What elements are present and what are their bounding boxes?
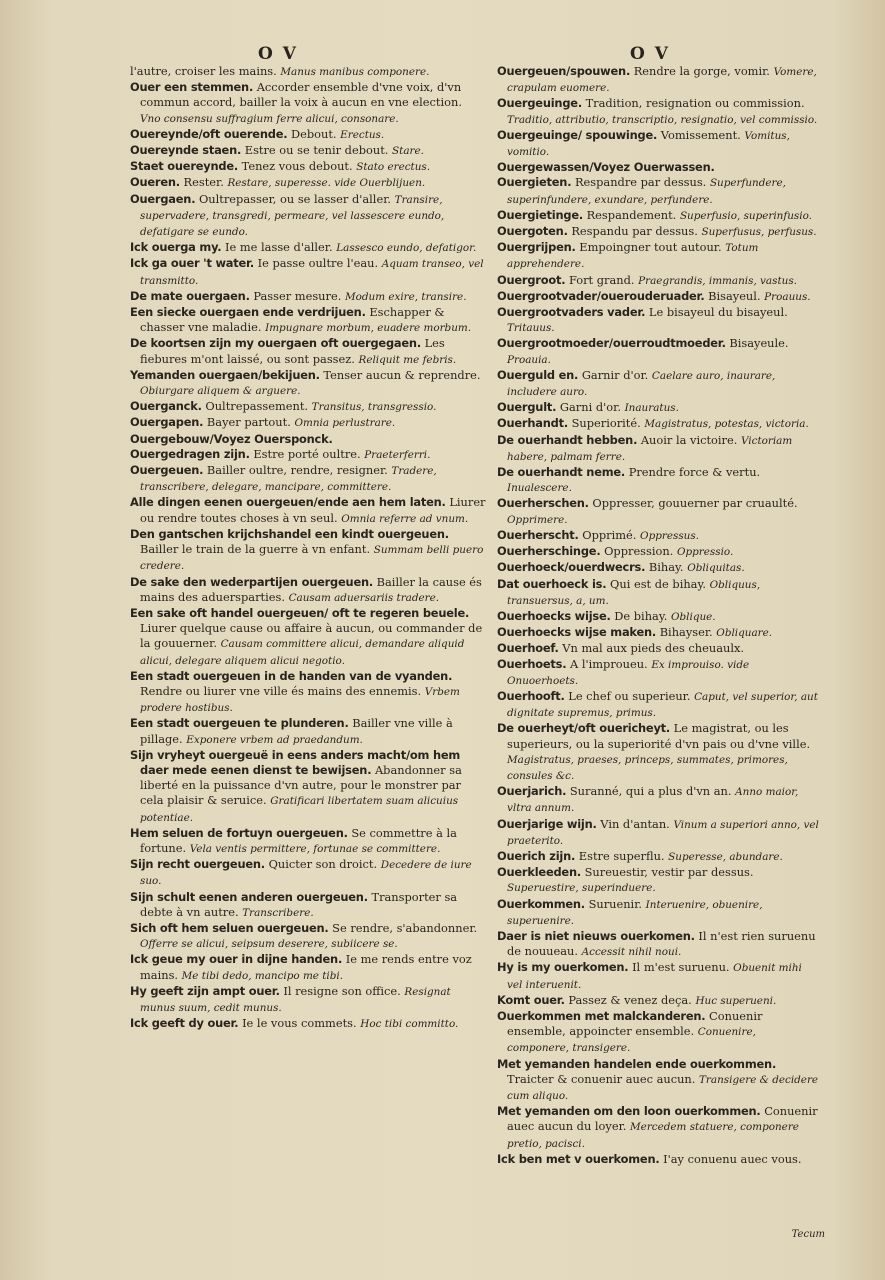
- entry-latin: Vrbem prodere hostibus.: [140, 685, 460, 715]
- entry-headword: Ouerhoef.: [497, 641, 559, 656]
- entry-latin: Transire, supervadere, transgredi, permeare, vel lassescere eundo, defatigare se eundo.: [140, 193, 445, 239]
- dictionary-entry: [130, 921, 486, 952]
- dictionary-entry: [130, 399, 486, 415]
- entry-latin: Proauia.: [507, 353, 551, 366]
- entry-latin: Exponere vrbem ad praedandum.: [186, 733, 363, 746]
- entry-latin: Huc superueni.: [695, 994, 777, 1007]
- left-column: [130, 64, 486, 1220]
- entry-headword: Ick geue my ouer in dijne handen.: [130, 952, 343, 967]
- dictionary-entry: [497, 465, 819, 496]
- dictionary-entry: [130, 175, 486, 191]
- dictionary-entry: [497, 865, 819, 896]
- dictionary-entry: [130, 826, 486, 857]
- entry-french: Passer mesure.: [253, 288, 342, 303]
- dictionary-entry: [130, 336, 486, 367]
- entry-latin: Obliquitas.: [687, 562, 745, 575]
- dictionary-entry: [497, 289, 819, 305]
- entry-headword: De ouerhandt hebben.: [497, 432, 638, 447]
- entry-french: Il resigne son office.: [283, 983, 401, 998]
- dictionary-entry: [130, 606, 486, 669]
- entry-latin: Superuestire, superinduere.: [507, 882, 656, 895]
- dictionary-entry: [497, 336, 819, 367]
- dictionary-entry: [497, 784, 819, 816]
- entry-latin: Lassesco eundo, defatigor.: [336, 242, 477, 255]
- entry-french: Oppresser, gouuerner par cruaulté.: [592, 496, 798, 511]
- dictionary-entry: [130, 368, 486, 399]
- entry-latin: Anno maior, vltra annum.: [507, 786, 799, 815]
- entry-headword: Een sake oft handel ouergeuen/ oft te regeren beuele.: [130, 605, 470, 620]
- entry-latin: Caelare auro, inaurare, includere auro.: [507, 369, 776, 399]
- dictionary-entry: [497, 496, 819, 527]
- entry-latin: Omnia perlustrare.: [294, 417, 396, 430]
- dictionary-entry: [497, 96, 819, 127]
- entry-headword: Staet ouereynde.: [130, 159, 239, 174]
- dictionary-entry: [130, 64, 486, 80]
- entry-latin: Summam belli puero credere.: [140, 544, 484, 573]
- entry-headword: Daer is niet nieuws ouerkomen.: [497, 928, 695, 943]
- entry-french: Bailler vne ville à pillage.: [140, 716, 453, 746]
- entry-headword: Ouerherscht.: [497, 527, 579, 542]
- entry-headword: Ouergeuinge/ spouwinge.: [497, 127, 658, 142]
- entry-latin: Praeterferri.: [364, 448, 431, 461]
- dictionary-entry: [130, 240, 486, 256]
- entry-french: Auoir la victoire.: [640, 432, 738, 447]
- dictionary-entry: [130, 159, 486, 175]
- entry-headword: Ouerich zijn.: [497, 848, 576, 863]
- dictionary-entry: [130, 984, 486, 1016]
- entry-headword: Met yemanden om den loon ouerkommen.: [497, 1104, 761, 1119]
- entry-french: Garnir d'or.: [581, 367, 649, 382]
- dictionary-entry: [497, 128, 819, 160]
- dictionary-entry: [130, 143, 486, 159]
- dictionary-entry: [497, 273, 819, 289]
- dictionary-entry: [130, 447, 486, 463]
- entry-french: Rendre ou liurer vne ville és mains des ennemis.: [140, 683, 422, 698]
- entry-headword: De ouerheyt/oft ouericheyt.: [497, 721, 671, 736]
- entry-latin: Transcribere.: [242, 906, 314, 919]
- entry-latin: Decedere de iure suo.: [140, 859, 472, 888]
- entry-headword: Ouerhandt.: [497, 416, 568, 431]
- dictionary-entry: [497, 160, 819, 175]
- dictionary-entry: [497, 657, 819, 689]
- dictionary-entry: [497, 528, 819, 544]
- entry-headword: Ouerherschen.: [497, 496, 589, 511]
- entry-headword: Ouergrootvader/ouerouderuader.: [497, 288, 705, 303]
- entry-french: Conuenir auec aucun du loyer.: [507, 1104, 818, 1134]
- dictionary-entry: [130, 289, 486, 305]
- entry-french: Empoingner tout autour.: [579, 240, 722, 255]
- dictionary-entry: [497, 577, 819, 609]
- entry-french: Tenser aucun & reprendre.: [323, 367, 481, 382]
- entry-headword: Ouergeuinge.: [497, 96, 582, 111]
- entry-french: Bihayser.: [659, 625, 713, 640]
- entry-latin: Erectus.: [340, 128, 385, 141]
- entry-headword: Ouergebouw/Voyez Ouersponck.: [130, 431, 333, 446]
- entry-french: Respandement.: [586, 207, 677, 222]
- entry-french: Le bisayeul du bisayeul.: [648, 305, 788, 320]
- entry-latin: Tradere, transcribere, delegare, mancipare, committere.: [140, 465, 437, 494]
- entry-latin: Superfundere, superinfundere, exundare, perfundere.: [507, 177, 786, 206]
- entry-french: Opprimé.: [582, 527, 637, 542]
- entry-headword: De koortsen zijn my ouergaen oft ouergegaen.: [130, 336, 421, 351]
- entry-headword: Sijn vryheyt ouergeuë in eens anders macht/om hem daer mede eenen dienst te bewijsen.: [130, 747, 461, 777]
- entry-latin: Ex improuiso. vide Onuoerhoets.: [507, 658, 750, 687]
- dictionary-entry: [497, 721, 819, 784]
- entry-french: A l'improueu.: [569, 656, 648, 671]
- entry-latin: Transigere & decidere cum aliquo.: [507, 1073, 819, 1102]
- entry-headword: Ick ben met v ouerkomen.: [497, 1151, 660, 1166]
- entry-french: Oultrepassement.: [205, 399, 309, 414]
- entry-headword: Sijn schult eenen anderen ouergeuen.: [130, 889, 368, 904]
- entry-headword: Ouer een stemmen.: [130, 80, 254, 95]
- entry-latin: Gratificari libertatem suam alicuius potentiae.: [140, 795, 459, 824]
- entry-headword: Ouergoten.: [497, 224, 568, 239]
- entry-headword: Ouergrootvaders vader.: [497, 305, 646, 320]
- entry-latin: Omnia referre ad vnum.: [341, 512, 469, 525]
- entry-french: Estre porté oultre.: [253, 446, 361, 461]
- entry-french: l'autre, croiser les mains.: [130, 64, 277, 78]
- entry-headword: Ouergietinge.: [497, 207, 583, 222]
- dictionary-entry: [497, 400, 819, 416]
- entry-latin: Interuenire, obuenire, superuenire.: [507, 898, 763, 927]
- entry-headword: Ouergrootmoeder/ouerroudtmoeder.: [497, 336, 726, 351]
- entry-french: Estre ou se tenir debout.: [244, 143, 389, 158]
- dictionary-entry: [130, 748, 486, 826]
- entry-headword: Een siecke ouergaen ende verdrijuen.: [130, 305, 366, 320]
- entry-headword: Ouergapen.: [130, 415, 204, 430]
- dictionary-entry: [130, 495, 486, 526]
- entry-latin: Causam committere alicui, demandare aliquid alicui, delegare aliquem alicui negotio.: [140, 638, 465, 667]
- entry-latin: Superfusio, superinfusio.: [679, 209, 812, 222]
- entry-latin: Vno consensu suffragium ferre alicui, consonare.: [140, 112, 399, 125]
- entry-french: Vn mal aux pieds des cheuaulx.: [562, 641, 745, 656]
- entry-latin: Conuenire, componere, transigere.: [507, 1026, 756, 1055]
- entry-headword: De mate ouergaen.: [130, 288, 250, 303]
- entry-headword: Ouerhoecks wijse.: [497, 608, 611, 623]
- entry-headword: Ouerjarich.: [497, 784, 567, 799]
- entry-french: Bisayeul.: [708, 288, 761, 303]
- entry-latin: Me tibi dedo, mancipo me tibi.: [181, 969, 344, 982]
- dictionary-entry: [130, 127, 486, 143]
- dictionary-entry: [130, 415, 486, 431]
- entry-latin: Traditio, attributio, transcriptio, resignatio, vel commissio.: [507, 113, 818, 126]
- entry-headword: Hem seluen de fortuyn ouergeuen.: [130, 825, 348, 840]
- entry-latin: Mercedem statuere, componere pretio, pacisci.: [507, 1121, 799, 1150]
- dictionary-entry: [130, 890, 486, 921]
- entry-latin: Caput, vel superior, aut dignitate supremus, primus.: [507, 690, 818, 720]
- entry-french: Fort grand.: [568, 272, 635, 287]
- entry-headword: Hy geeft zijn ampt ouer.: [130, 983, 280, 998]
- entry-headword: Ouereynde/oft ouerende.: [130, 126, 288, 141]
- entry-french: Bisayeule.: [729, 336, 789, 351]
- entry-headword: De sake den wederpartijen ouergeuen.: [130, 574, 374, 589]
- dictionary-entry: [130, 305, 486, 336]
- entry-french: Vin d'antan.: [600, 816, 670, 831]
- entry-french: Ie me lasse d'aller.: [225, 240, 333, 255]
- entry-latin: Causam aduersariis tradere.: [288, 591, 440, 604]
- dictionary-entry: [497, 1152, 819, 1167]
- entry-french: Abandonner sa liberté en la puissance d'vn autre, pour le monstrer par cela plaisir & seruice.: [140, 762, 462, 808]
- running-head-right: O V: [630, 44, 670, 64]
- entry-french: Bailler la cause és mains des aduersparties.: [140, 574, 482, 604]
- entry-latin: Reliquit me febris.: [358, 353, 457, 366]
- entry-headword: Den gantschen krijchshandel een kindt ouergeuen.: [130, 526, 449, 541]
- entry-headword: Een stadt ouergeuen te plunderen.: [130, 716, 349, 731]
- dictionary-entry: [497, 897, 819, 929]
- entry-latin: Oppressus.: [640, 529, 699, 542]
- entry-headword: Sich oft hem seluen ouergeuen.: [130, 920, 329, 935]
- dictionary-entry: [497, 849, 819, 865]
- entry-french: Garni d'or.: [559, 400, 621, 415]
- entry-french: Bailler le train de la guerre à vn enfant.: [140, 542, 371, 557]
- dictionary-entry: [497, 929, 819, 960]
- right-column: [497, 64, 819, 1220]
- entry-french: Il m'est suruenu.: [632, 960, 730, 975]
- entry-french: Superiorité.: [571, 416, 641, 431]
- entry-french: Le magistrat, ou les superieurs, ou la superiorité d'vn pais ou d'vne ville.: [507, 721, 811, 751]
- entry-french: Bailler oultre, rendre, resigner.: [206, 463, 388, 478]
- entry-latin: Hoc tibi committo.: [360, 1018, 459, 1031]
- entry-headword: Ouergaen.: [130, 191, 196, 206]
- dictionary-entry: [497, 641, 819, 656]
- dictionary-entry: [130, 952, 486, 983]
- entry-french: Liurer quelque cause ou affaire à aucun, ou commander de la gouuerner.: [140, 621, 483, 651]
- entry-headword: Ouergewassen/Voyez Ouerwassen.: [497, 160, 715, 175]
- entry-headword: Ouerhooft.: [497, 688, 565, 703]
- entry-french: Quicter son droict.: [268, 857, 378, 872]
- entry-headword: Ouergeuen/spouwen.: [497, 64, 631, 78]
- entry-latin: Superfusus, perfusus.: [701, 226, 817, 239]
- entry-french: Le chef ou superieur.: [568, 688, 691, 703]
- entry-latin: Victoriam habere, palmam ferre.: [507, 434, 793, 463]
- entry-headword: Ouergedragen zijn.: [130, 446, 250, 461]
- entry-headword: Ick ga ouer 't water.: [130, 256, 254, 271]
- entry-headword: Met yemanden handelen ende ouerkommen.: [497, 1056, 777, 1071]
- entry-headword: Ouergieten.: [497, 175, 572, 190]
- dictionary-entry: [497, 544, 819, 560]
- entry-headword: Ouergrijpen.: [497, 240, 576, 255]
- entry-french: I'ay conuenu auec vous.: [663, 1151, 802, 1166]
- entry-headword: Hy is my ouerkomen.: [497, 960, 629, 975]
- dictionary-entry: [130, 80, 486, 127]
- dictionary-entry: [497, 1057, 819, 1105]
- entry-latin: Superesse, abundare.: [668, 850, 783, 863]
- dictionary-entry: [130, 575, 486, 606]
- dictionary-entry: [130, 432, 486, 447]
- entry-french: Qui est de bihay.: [610, 576, 707, 591]
- entry-french: Prendre force & vertu.: [628, 465, 761, 480]
- entry-latin: Inualescere.: [507, 482, 572, 495]
- entry-latin: Praegrandis, immanis, vastus.: [638, 274, 797, 287]
- dictionary-entry: [130, 463, 486, 495]
- entry-headword: Oueren.: [130, 175, 180, 190]
- entry-french: Rendre la gorge, vomir.: [633, 64, 770, 78]
- entry-headword: Een stadt ouergeuen in de handen van de vyanden.: [130, 668, 453, 683]
- entry-latin: Tritauus.: [507, 322, 555, 335]
- entry-french: Accorder ensemble d'vne voix, d'vn commun accord, bailler la voix à aucun en vne election.: [140, 80, 462, 110]
- entry-headword: Ouerkommen.: [497, 896, 585, 911]
- dictionary-entry: [130, 256, 486, 288]
- dictionary-entry: [497, 416, 819, 432]
- dictionary-entry: [497, 368, 819, 400]
- dictionary-entry: [497, 560, 819, 576]
- entry-french: Vomissement.: [660, 127, 741, 142]
- entry-headword: Ouergeuen.: [130, 463, 204, 478]
- entry-french: Il n'est rien suruenu de nouueau.: [507, 928, 816, 959]
- dictionary-entry: [497, 1104, 819, 1152]
- entry-latin: Opprimere.: [507, 513, 568, 526]
- entry-latin: Vinum a superiori anno, vel praeterito.: [507, 818, 819, 847]
- dictionary-entry: [497, 224, 819, 240]
- entry-latin: Obliquus, transuersus, a, um.: [507, 578, 761, 607]
- dictionary-entry: [130, 192, 486, 241]
- entry-latin: Stato erectus.: [356, 161, 431, 174]
- entry-french: Tradition, resignation ou commission.: [585, 96, 805, 111]
- entry-french: De bihay.: [614, 608, 668, 623]
- dictionary-entry: [497, 960, 819, 992]
- entry-headword: Sijn recht ouergeuen.: [130, 857, 265, 872]
- dictionary-entry: [130, 527, 486, 575]
- entry-french: Se rendre, s'abandonner.: [332, 920, 478, 935]
- entry-french: Ie le vous commets.: [242, 1016, 357, 1031]
- entry-latin: Inauratus.: [624, 402, 679, 415]
- entry-headword: Ouerhoets.: [497, 656, 567, 671]
- entry-headword: Ouergult.: [497, 400, 557, 415]
- entry-headword: Ouereynde staen.: [130, 143, 242, 158]
- entry-headword: Ouerherschinge.: [497, 544, 601, 559]
- entry-headword: Ouerkommen met malckanderen.: [497, 1008, 706, 1023]
- entry-latin: Resignat munus suum, cedit munus.: [140, 985, 451, 1014]
- entry-latin: Impugnare morbum, euadere morbum.: [265, 322, 472, 335]
- entry-latin: Oppressio.: [676, 546, 734, 559]
- entry-headword: Ouerhoeck/ouerdwecrs.: [497, 560, 646, 575]
- entry-french: Estre superflu.: [578, 848, 665, 863]
- dictionary-entry: [497, 64, 819, 96]
- entry-french: Les fiebures m'ont laissé, ou sont passez.: [140, 336, 445, 366]
- entry-french: Ie me rends entre voz mains.: [140, 952, 472, 982]
- dictionary-entry: [497, 305, 819, 336]
- entry-headword: Ouerhoecks wijse maken.: [497, 625, 657, 640]
- entry-french: Oultrepasser, ou se lasser d'aller.: [198, 191, 392, 206]
- entry-headword: Ick ouerga my.: [130, 240, 222, 255]
- entry-latin: Obiurgare aliquem & arguere.: [140, 385, 301, 398]
- entry-french: Passez & venez deça.: [568, 992, 692, 1007]
- entry-latin: Vela ventis permittere, fortunae se committere.: [189, 842, 441, 855]
- entry-french: Conuenir ensemble, appoincter ensemble.: [507, 1008, 763, 1039]
- dictionary-entry: [497, 625, 819, 641]
- entry-french: Bayer partout.: [206, 415, 291, 430]
- entry-latin: Proauus.: [764, 290, 811, 303]
- dictionary-entry: [130, 716, 486, 747]
- dictionary-entry: [497, 1009, 819, 1057]
- dictionary-entry: [497, 433, 819, 465]
- dictionary-entry: [497, 240, 819, 272]
- entry-headword: Ouerguld en.: [497, 367, 579, 382]
- dictionary-entry: [130, 669, 486, 717]
- running-head: [0, 44, 885, 66]
- entry-headword: De ouerhandt neme.: [497, 465, 626, 480]
- entry-headword: Komt ouer.: [497, 992, 565, 1007]
- entry-headword: Ouerjarige wijn.: [497, 816, 597, 831]
- entry-french: Oppression.: [604, 544, 674, 559]
- entry-latin: Totum apprehendere.: [507, 242, 759, 271]
- dictionary-entry: [497, 993, 819, 1009]
- entry-french: Debout.: [290, 126, 337, 141]
- entry-french: Suranné, qui a plus d'vn an.: [569, 784, 732, 799]
- entry-headword: Dat ouerhoeck is.: [497, 576, 607, 591]
- entry-latin: Vomitus, vomitio.: [507, 129, 790, 159]
- entry-latin: Obuenit mihi vel interuenit.: [507, 962, 802, 991]
- entry-latin: Magistratus, potestas, victoria.: [644, 418, 809, 431]
- dictionary-entry: [497, 817, 819, 849]
- entry-headword: Ouerganck.: [130, 399, 202, 414]
- entry-french: Liurer ou rendre toutes choses à vn seul.: [140, 495, 486, 525]
- running-head-left: O V: [258, 44, 298, 64]
- dictionary-entry: [130, 857, 486, 889]
- entry-latin: Oblique.: [671, 610, 716, 623]
- entry-latin: Restare, superesse. vide Ouerblijuen.: [227, 177, 426, 190]
- entry-headword: Ouerkleeden.: [497, 865, 581, 880]
- entry-latin: Transitus, transgressio.: [311, 401, 437, 414]
- entry-latin: Modum exire, transire.: [344, 290, 467, 303]
- entry-latin: Aquam transeo, vel transmitto.: [140, 258, 484, 287]
- entry-latin: Obliquare.: [716, 627, 773, 640]
- entry-latin: Vomere, crapulam euomere.: [507, 66, 817, 95]
- entry-latin: Offerre se alicui, seipsum deserere, subiicere se.: [140, 938, 398, 951]
- dictionary-entry: [497, 208, 819, 224]
- entry-french: Ie passe oultre l'eau.: [257, 256, 379, 271]
- dictionary-entry: [497, 175, 819, 207]
- entry-headword: Ick geeft dy ouer.: [130, 1016, 239, 1031]
- entry-french: Se commettre à la fortune.: [140, 825, 457, 855]
- entry-french: Transporter sa debte à vn autre.: [140, 889, 458, 919]
- entry-headword: Alle dingen eenen ouergeuen/ende aen hem laten.: [130, 495, 446, 510]
- entry-french: Sureuestir, vestir par dessus.: [584, 865, 754, 880]
- entry-french: Eschapper & chasser vne maladie.: [140, 305, 445, 335]
- entry-latin: Stare.: [392, 145, 424, 158]
- dictionary-entry: [130, 1016, 486, 1032]
- entry-french: Suruenir.: [588, 896, 643, 911]
- entry-headword: Ouergroot.: [497, 272, 566, 287]
- entry-french: Traicter & conuenir auec aucun.: [507, 1071, 696, 1086]
- entry-french: Bihay.: [648, 560, 684, 575]
- entry-french: Respandu par dessus.: [571, 224, 698, 239]
- dictionary-entry: [497, 609, 819, 625]
- catchword: Tecum: [791, 1229, 825, 1240]
- entry-french: Respandre par dessus.: [574, 175, 707, 190]
- entry-latin: Manus manibus componere.: [280, 66, 430, 78]
- entry-french: Rester.: [183, 175, 224, 190]
- entry-latin: Accessit nihil noui.: [581, 946, 682, 959]
- dictionary-entry: [497, 689, 819, 721]
- entry-latin: Magistratus, praeses, princeps, summates, primores, consules &c.: [507, 753, 788, 782]
- entry-headword: Yemanden ouergaen/bekijuen.: [130, 367, 320, 382]
- entry-french: Tenez vous debout.: [241, 159, 353, 174]
